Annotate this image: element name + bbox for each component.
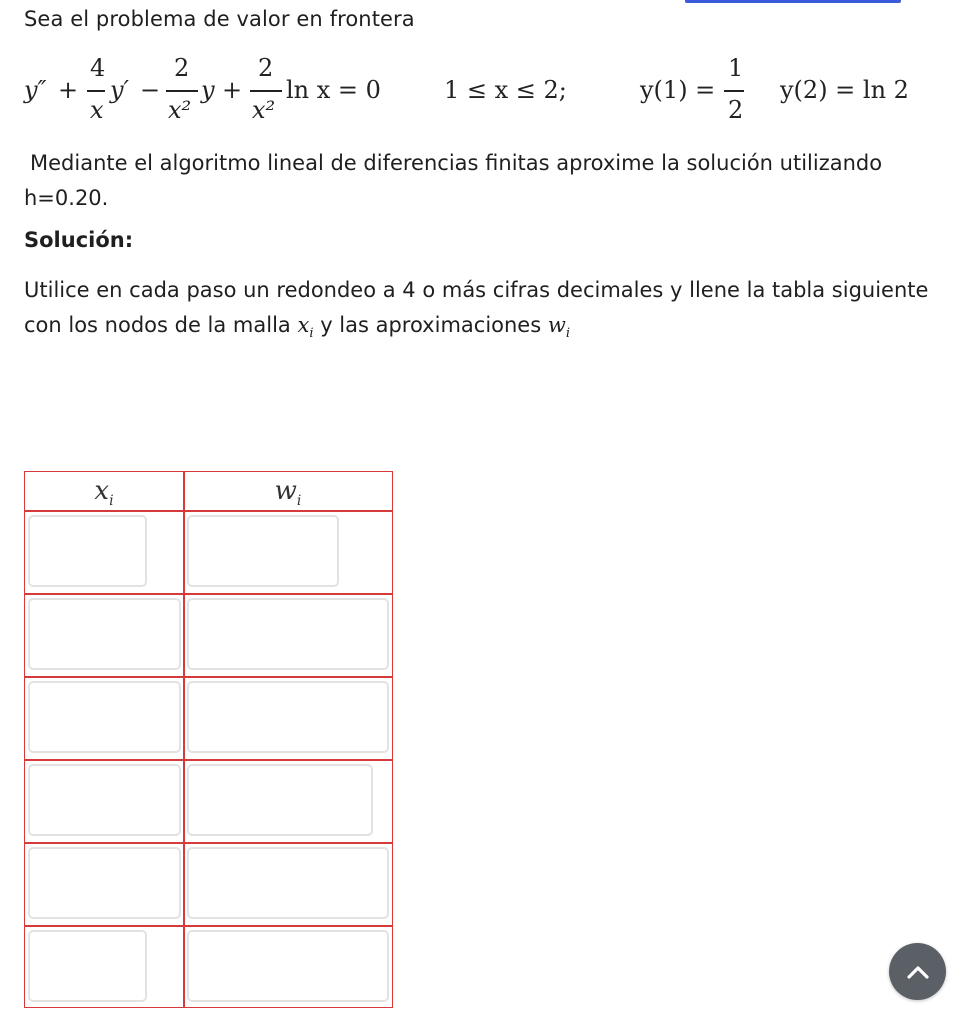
column-header-w-base: w	[274, 476, 297, 506]
instruction-fill-part1: Utilice en cada paso un redondeo a 4 o más cifras decimales y llene la tabla siguiente con los nodos de la malla	[24, 278, 929, 337]
eq-bc1-num: 1	[728, 54, 744, 82]
eq-plus-2: +	[222, 76, 243, 104]
chevron-up-icon	[906, 964, 930, 980]
eq-frac3-num: 2	[258, 54, 274, 82]
table-row-divider	[25, 925, 392, 927]
x-input-1[interactable]	[28, 515, 147, 587]
eq-frac2-bar	[166, 90, 198, 92]
eq-y: y	[201, 76, 215, 104]
eq-frac2-num: 2	[174, 54, 190, 82]
eq-frac2-den: x²	[168, 96, 192, 124]
column-header-x-sub: i	[109, 493, 114, 510]
x-input-6[interactable]	[28, 930, 147, 1002]
eq-frac1-den: x	[90, 96, 104, 124]
intro-text: Sea el problema de valor en frontera	[24, 7, 415, 31]
answer-table	[24, 471, 393, 1008]
column-header-w	[184, 476, 392, 512]
scroll-to-top-button[interactable]	[889, 943, 946, 1000]
w-input-5[interactable]	[187, 847, 389, 919]
table-row-divider	[25, 842, 392, 844]
symbol-wi-base: w	[547, 313, 566, 337]
x-input-5[interactable]	[28, 847, 181, 919]
eq-frac1-num: 4	[90, 54, 106, 82]
eq-plus-1: +	[58, 76, 79, 104]
table-row-divider	[25, 759, 392, 761]
instruction-fill-table	[24, 273, 954, 351]
eq-frac3-den: x²	[252, 96, 276, 124]
eq-bc1-left: y(1) =	[640, 76, 716, 104]
table-row-divider	[25, 593, 392, 595]
eq-ln-term: ln x = 0	[286, 76, 381, 104]
table-row-divider	[25, 676, 392, 678]
symbol-wi-sub: i	[565, 326, 571, 342]
eq-bc1-den: 2	[728, 96, 744, 124]
x-input-2[interactable]	[28, 598, 181, 670]
column-header-x-base: x	[94, 476, 110, 506]
symbol-xi	[297, 313, 314, 342]
x-input-4[interactable]	[28, 764, 181, 836]
top-accent-bar	[685, 0, 901, 3]
symbol-xi-sub: i	[309, 326, 314, 342]
instruction-fill-part2: y las aproximaciones	[320, 313, 542, 337]
eq-y-prime: y′	[110, 76, 130, 104]
w-input-1[interactable]	[187, 515, 339, 587]
eq-frac3-bar	[250, 90, 282, 92]
ode-equation	[24, 54, 964, 134]
eq-y-double-prime: y″	[24, 76, 47, 104]
eq-bc2: y(2) = ln 2	[780, 76, 909, 104]
w-input-4[interactable]	[187, 764, 373, 836]
column-header-w-sub: i	[296, 493, 302, 510]
w-input-2[interactable]	[187, 598, 389, 670]
w-input-3[interactable]	[187, 681, 389, 753]
instruction-text: Mediante el algoritmo lineal de diferencias finitas aproxime la solución utilizando h=0.20.	[24, 151, 883, 210]
w-input-6[interactable]	[187, 930, 389, 1002]
eq-frac1-bar	[87, 90, 105, 92]
eq-minus: −	[140, 76, 161, 104]
symbol-wi	[547, 313, 571, 342]
eq-bc1-bar	[724, 90, 744, 92]
table-column-divider	[183, 472, 185, 1007]
eq-domain: 1 ≤ x ≤ 2;	[444, 76, 567, 104]
x-input-3[interactable]	[28, 681, 181, 753]
column-header-x	[25, 476, 183, 512]
symbol-xi-base: x	[297, 313, 310, 337]
solution-heading: Solución:	[24, 228, 134, 252]
